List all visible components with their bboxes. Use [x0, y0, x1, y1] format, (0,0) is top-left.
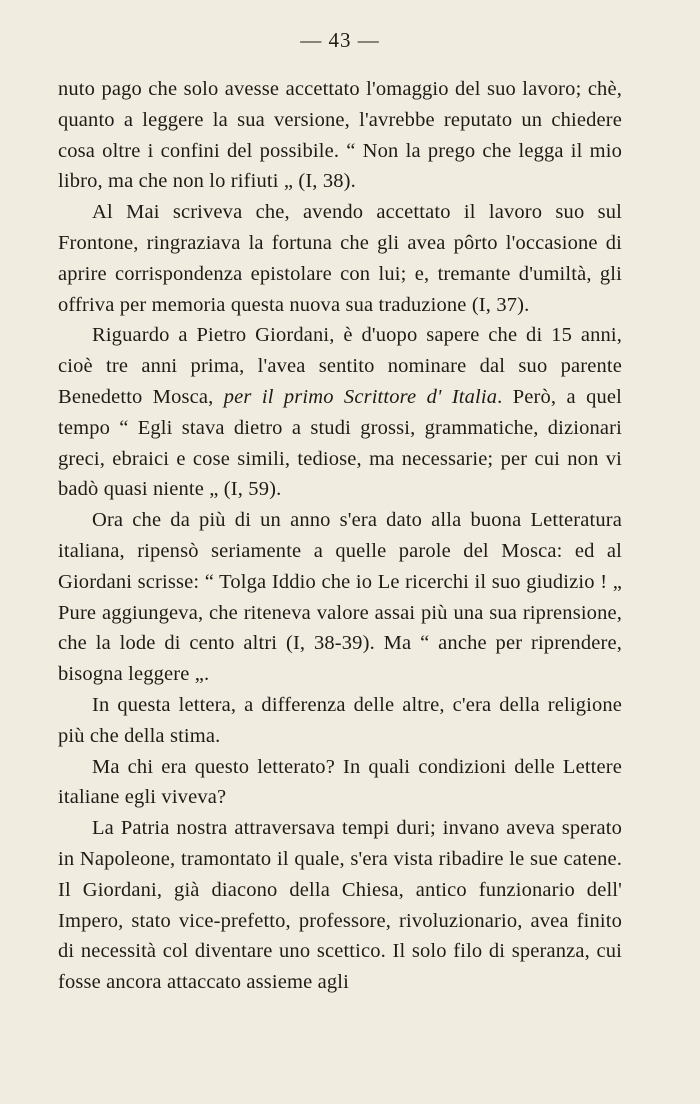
paragraph: [58, 320, 622, 505]
text-segment: In questa lettera, a differenza delle altre, c'era della religione più che della stima.: [58, 693, 622, 747]
page-number: — 43 —: [300, 28, 380, 52]
paragraph: [58, 752, 622, 814]
text-segment: Al Mai scriveva che, avendo accettato il lavoro suo sul Frontone, ringraziava la fortuna che gli avea pôrto l'occasione di aprire corrispondenza epistolare con lui; e, tremante d'umiltà, gli offriva per memoria questa nuova sua traduzione (I, 37).: [58, 201, 622, 316]
body-text: [58, 74, 622, 998]
paragraph: [58, 505, 622, 690]
paragraph: [58, 74, 622, 197]
text-segment: Ma chi era questo letterato? In quali condizioni delle Lettere italiane egli viveva?: [58, 755, 622, 809]
text-segment: Riguardo a Pietro Giordani, è d'uopo sapere che di 15 anni, cioè tre anni prima, l'avea sentito nominare dal suo parente Benedetto Mosca,: [58, 324, 622, 408]
paragraph: [58, 690, 622, 752]
text-segment: La Patria nostra attraversava tempi duri; invano aveva sperato in Napoleone, tramontato il quale, s'era vista ribadire le sue catene. Il Giordani, già diacono della Chiesa, antico funzionario dell' Impero, stato vice-prefetto, professore, rivoluzionario, avea finito di necessità col diventare uno scettico. Il solo filo di speranza, cui fosse ancora attaccato assieme agli: [58, 817, 622, 994]
paragraph: [58, 813, 622, 998]
paragraph: [58, 197, 622, 320]
italic-phrase: per il primo Scrittore d' Italia: [223, 385, 498, 408]
text-segment: . Però, a quel tempo “ Egli stava dietro a studi grossi, grammatiche, dizionari greci, ebraici e cose simili, tediose, ma necessarie; per cui non vi badò quasi niente „ (I, 59).: [58, 385, 622, 501]
text-segment: Ora che da più di un anno s'era dato alla buona Letteratura italiana, ripensò seriamente a quelle parole del Mosca: ed al Giordani scrisse: “ Tolga Iddio che io Le ricerchi il suo giudizio ! „ Pure aggiungeva, che riteneva valore assai più una sua riprensione, che la lode di cento altri (I, 38-39). Ma “ anche per riprendere, bisogna leggere „.: [58, 509, 622, 686]
text-segment: nuto pago che solo avesse accettato l'omaggio del suo lavoro; chè, quanto a leggere la sua versione, l'avrebbe reputato un chiedere cosa oltre i confini del possibile. “ Non la prego che legga il mio libro, ma che non lo rifiuti „ (I, 38).: [58, 78, 622, 193]
